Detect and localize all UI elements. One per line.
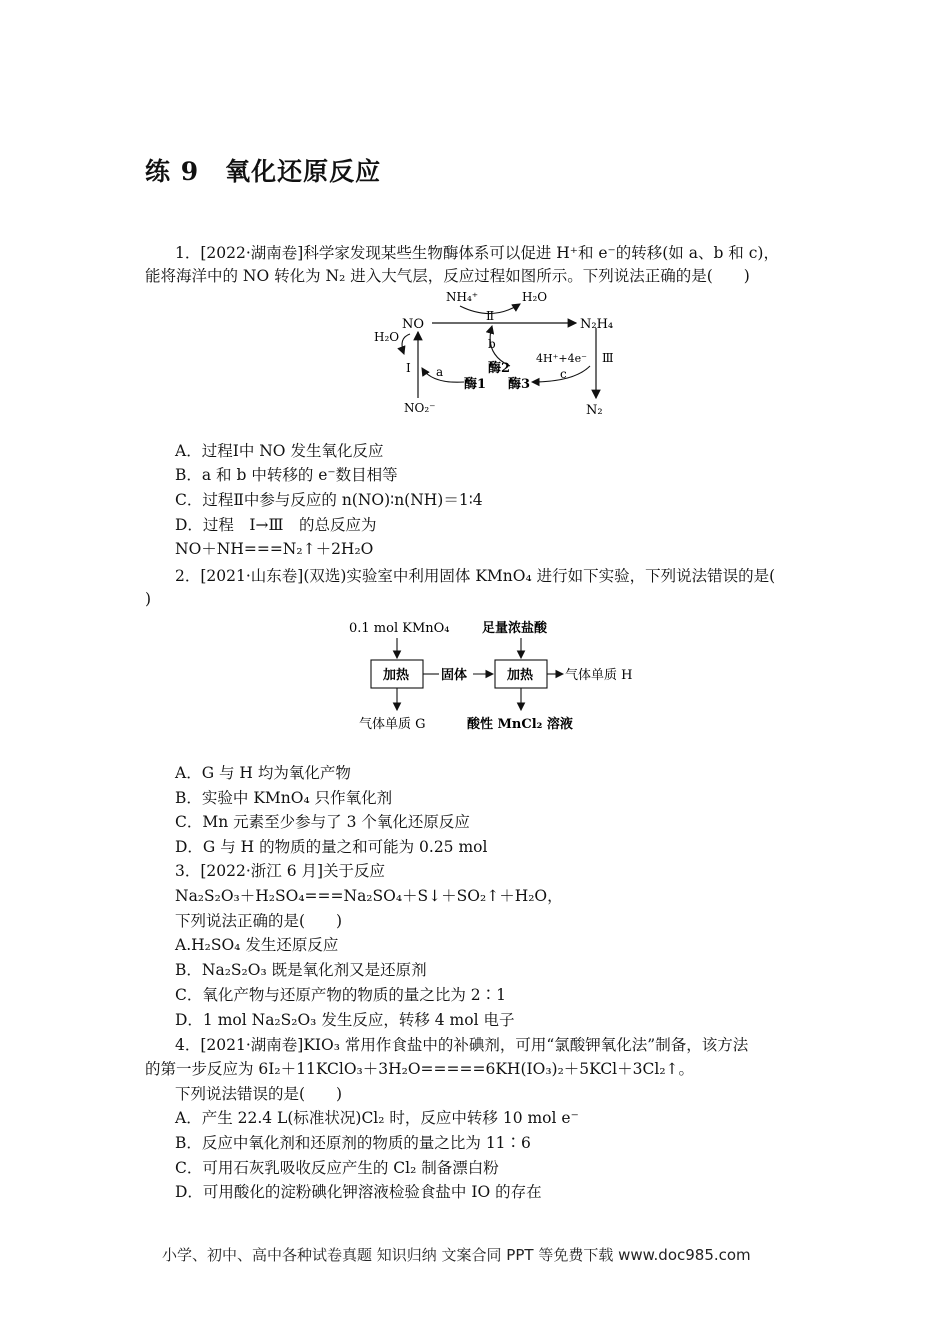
- q1-option-a: A．过程Ⅰ中 NO 发生氧化反应: [175, 442, 384, 460]
- q2-label-acid: 足量浓盐酸: [482, 621, 548, 636]
- q1-stem-line1: 1．[2022·湖南卷]科学家发现某些生物酶体系可以促进 H⁺和 e⁻的转移(如 a、b 和 c)，: [175, 244, 779, 262]
- q1-option-b: B．a 和 b 中转移的 e⁻数目相等: [175, 466, 398, 484]
- page-title: 练 9 氧化还原反应: [145, 157, 382, 186]
- q2-label-gas-h: 气体单质 H: [565, 668, 633, 683]
- q4-option-b: B．反应中氧化剂和还原剂的物质的量之比为 11∶6: [175, 1134, 531, 1152]
- q1-label-a: a: [436, 365, 444, 379]
- q1-option-d-equation: NO＋NH===N₂↑＋2H₂O: [175, 540, 374, 558]
- q2-label-gas-g: 气体单质 G: [359, 717, 426, 732]
- q2-stem-line2: ): [145, 590, 152, 608]
- q1-label-h2o-left: H₂O: [374, 330, 400, 344]
- q1-label-enzyme3: 酶3: [508, 377, 531, 392]
- q3-option-c: C．氧化产物与还原产物的物质的量之比为 2∶1: [175, 986, 507, 1004]
- q2-stem-line1: 2．[2021·山东卷](双选)实验室中利用固体 KMnO₄ 进行如下实验，下列说法错误的是(: [175, 567, 776, 585]
- q1-label-enzyme1: 酶1: [464, 377, 487, 392]
- q1-label-b: b: [488, 337, 496, 351]
- q3-option-b: B．Na₂S₂O₃ 既是氧化剂又是还原剂: [175, 961, 427, 979]
- q1-label-n2: N₂: [586, 403, 603, 418]
- footer-promo: 小学、初中、高中各种试卷真题 知识归纳 文案合同 PPT 等免费下载 www.doc985.com: [162, 1246, 751, 1264]
- q2-label-kmno4: 0.1 mol KMnO₄: [349, 621, 450, 636]
- q1-label-h2o-top: H₂O: [522, 290, 548, 304]
- q1-label-roman3: Ⅲ: [602, 351, 614, 365]
- q1-curve-h2o-left: [402, 334, 410, 354]
- q4-stem-line2: 的第一步反应为 6I₂＋11KClO₃＋3H₂O=====6KH(IO₃)₂＋5KCl＋3Cl₂↑。: [145, 1060, 695, 1078]
- q1-label-no: NO: [402, 317, 425, 332]
- q1-label-n2h4: N₂H₄: [580, 317, 614, 332]
- q1-label-nh4: NH₄⁺: [446, 290, 479, 304]
- q2-experiment-diagram: [345, 614, 650, 736]
- q2-label-solid: 固体: [441, 668, 468, 683]
- q3-stem-line3: 下列说法正确的是( ): [175, 912, 343, 930]
- q1-label-roman1: Ⅰ: [406, 361, 411, 375]
- q4-stem-line1: 4．[2021·湖南卷]KIO₃ 常用作食盐中的补碘剂，可用“氯酸钾氧化法”制备，该方法: [175, 1036, 749, 1054]
- q3-option-a: A.H₂SO₄ 发生还原反应: [175, 936, 339, 954]
- q2-option-c: C．Mn 元素至少参与了 3 个氧化还原反应: [175, 813, 470, 831]
- q2-label-heat2: 加热: [507, 668, 534, 683]
- q3-stem-line1: 3．[2022·浙江 6 月]关于反应: [175, 862, 386, 880]
- q1-label-c: c: [560, 367, 567, 381]
- q3-option-d: D．1 mol Na₂S₂O₃ 发生反应，转移 4 mol 电子: [175, 1011, 515, 1029]
- q3-equation: Na₂S₂O₃＋H₂SO₄===Na₂SO₄＋S↓＋SO₂↑＋H₂O，: [175, 887, 563, 905]
- q2-option-b: B．实验中 KMnO₄ 只作氧化剂: [175, 789, 393, 807]
- q4-option-a: A．产生 22.4 L(标准状况)Cl₂ 时，反应中转移 10 mol e⁻: [175, 1109, 579, 1127]
- q2-option-a: A．G 与 H 均为氧化产物: [175, 764, 351, 782]
- q2-label-heat1: 加热: [383, 668, 410, 683]
- q1-label-enzyme2: 酶2: [488, 361, 511, 376]
- q1-option-c: C．过程Ⅱ中参与反应的 n(NO)∶n(NH)＝1∶4: [175, 491, 483, 509]
- q4-stem-line3: 下列说法错误的是( ): [175, 1085, 343, 1103]
- q1-label-roman2: Ⅱ: [486, 309, 495, 323]
- q1-option-d: D．过程 Ⅰ→Ⅲ 的总反应为: [175, 516, 377, 534]
- q2-label-mncl2: 酸性 MnCl₂ 溶液: [467, 717, 573, 732]
- q1-stem-line2: 能将海洋中的 NO 转化为 N₂ 进入大气层，反应过程如图所示。下列说法正确的是( ): [145, 267, 750, 285]
- q4-option-c: C．可用石灰乳吸收反应产生的 Cl₂ 制备漂白粉: [175, 1159, 499, 1177]
- q4-option-d: D．可用酸化的淀粉碘化钾溶液检验食盐中 IO 的存在: [175, 1183, 542, 1201]
- q2-option-d: D．G 与 H 的物质的量之和可能为 0.25 mol: [175, 838, 488, 856]
- q1-reaction-diagram: [360, 286, 630, 422]
- q1-label-h-e: 4H⁺+4e⁻: [536, 352, 587, 365]
- q1-label-no2: NO₂⁻: [404, 401, 436, 415]
